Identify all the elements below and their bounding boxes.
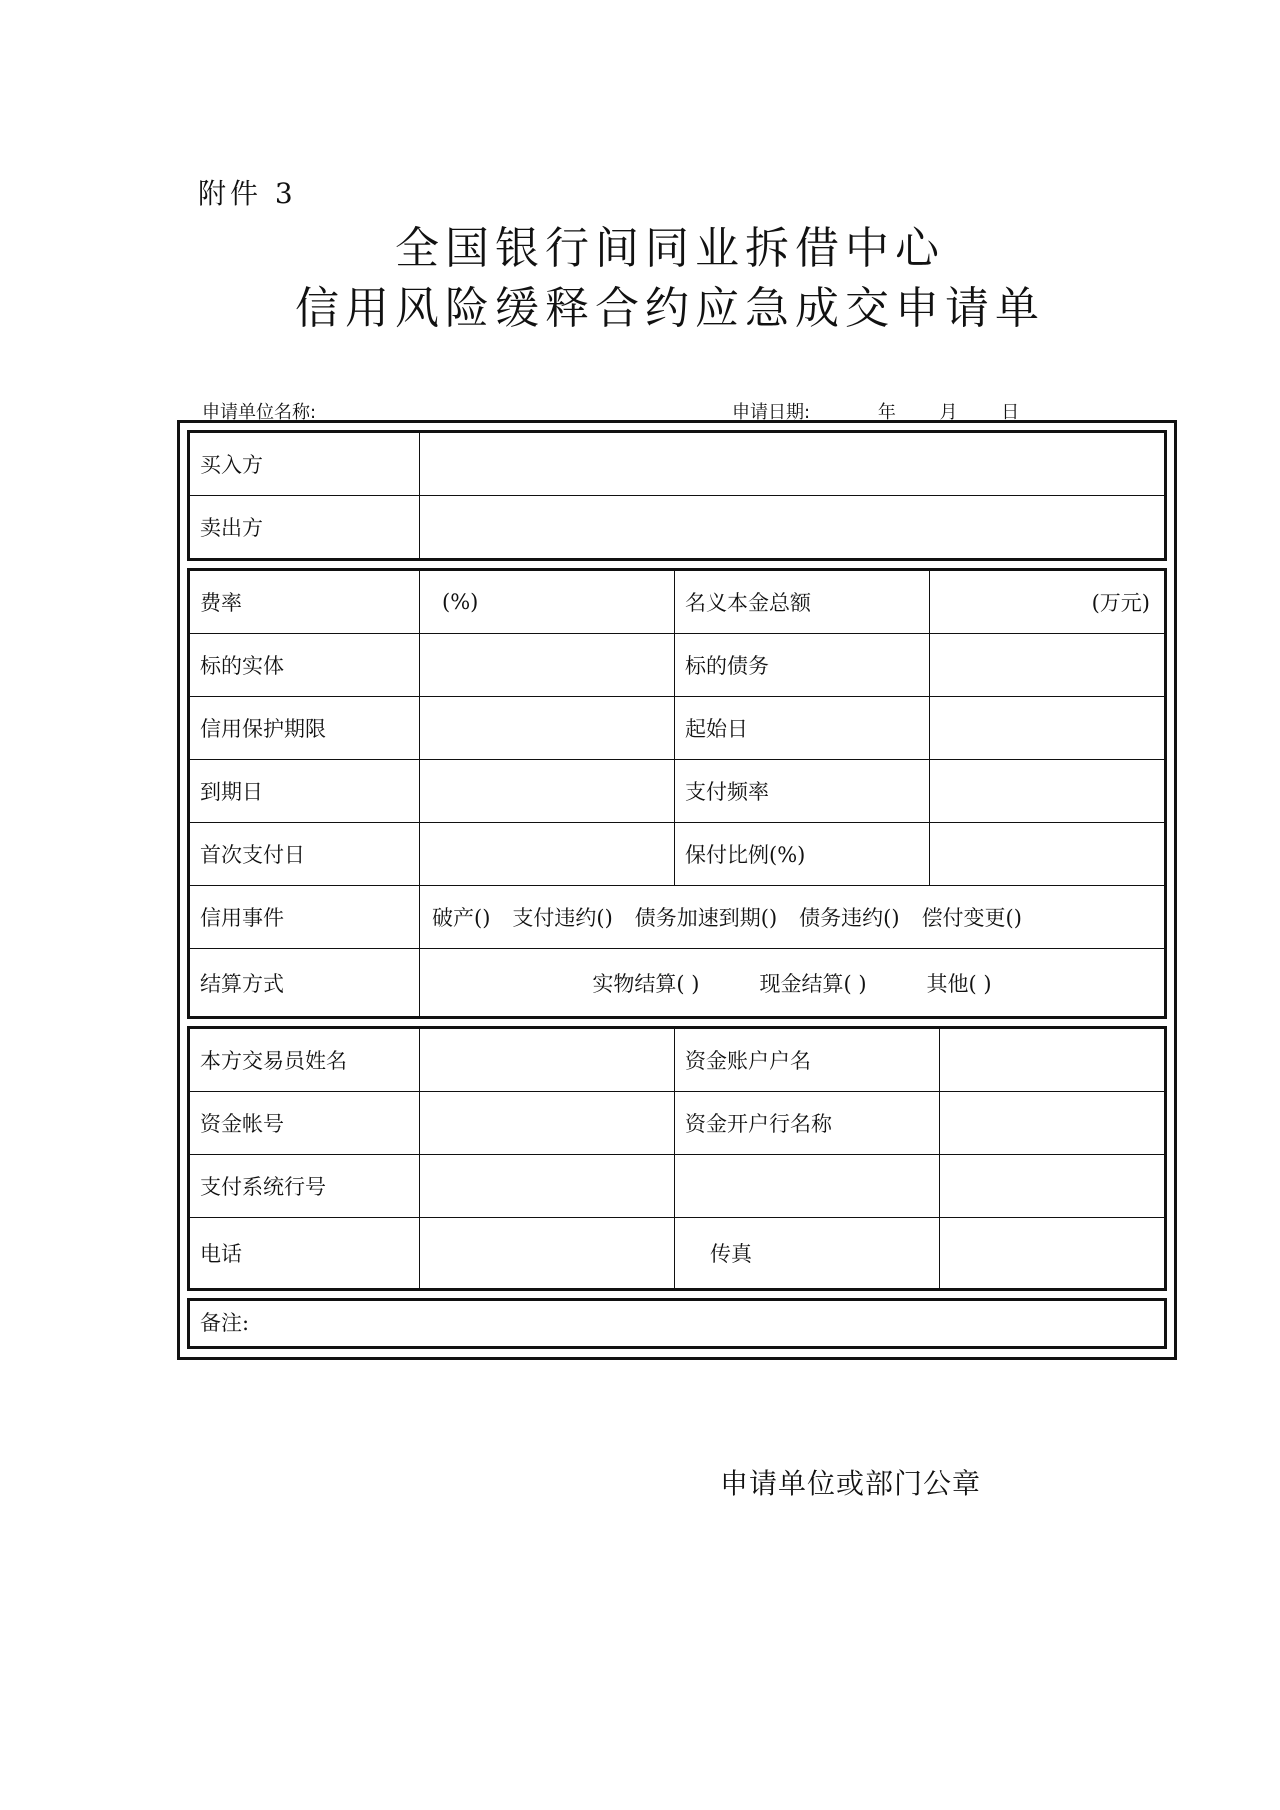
- table-row: [190, 496, 1164, 558]
- credit-event-option[interactable]: 债务加速到期(): [634, 906, 778, 930]
- trader-name-field[interactable]: [420, 1029, 675, 1091]
- date-label: 申请日期:: [732, 402, 811, 423]
- applicant-name-label: 申请单位名称:: [202, 402, 317, 423]
- seller-label: 卖出方: [190, 496, 420, 558]
- settlement-option[interactable]: 其他( ): [926, 971, 992, 996]
- table-row: [190, 949, 1164, 1016]
- payment-system-code-label: 支付系统行号: [190, 1155, 420, 1217]
- table-row: [190, 571, 1164, 634]
- start-date-field[interactable]: [930, 697, 1164, 759]
- first-payment-date-label: 首次支付日: [190, 823, 420, 885]
- account-name-label: 资金账户户名: [675, 1029, 940, 1091]
- remarks-label: 备注:: [200, 1311, 250, 1335]
- credit-event-label: 信用事件: [190, 886, 420, 948]
- table-row: [190, 760, 1164, 823]
- payment-frequency-field[interactable]: [930, 760, 1164, 822]
- fee-rate-label: 费率: [190, 571, 420, 633]
- reference-entity-label: 标的实体: [190, 634, 420, 696]
- buyer-field[interactable]: [420, 433, 1164, 495]
- empty-cell[interactable]: [675, 1155, 940, 1217]
- attachment-label: 附件 3: [198, 177, 297, 210]
- credit-event-option[interactable]: 破产(): [432, 906, 491, 930]
- reference-debt-label: 标的债务: [675, 634, 930, 696]
- fax-label: 传真: [675, 1218, 940, 1288]
- form-title-line2: 信用风险缓释合约应急成交申请单: [295, 283, 1045, 334]
- first-payment-date-field[interactable]: [420, 823, 675, 885]
- protection-term-label: 信用保护期限: [190, 697, 420, 759]
- credit-event-option[interactable]: 债务违约(): [799, 906, 900, 930]
- notional-field[interactable]: [930, 571, 1164, 633]
- form-title-line1: 全国银行间同业拆借中心: [395, 223, 945, 274]
- month-label: 月: [939, 402, 958, 423]
- bank-name-field[interactable]: [940, 1092, 1164, 1154]
- account-name-field[interactable]: [940, 1029, 1164, 1091]
- settlement-label: 结算方式: [190, 949, 420, 1016]
- notional-label: 名义本金总额: [675, 571, 930, 633]
- trader-block: [187, 1026, 1167, 1291]
- empty-cell[interactable]: [940, 1155, 1164, 1217]
- settlement-options: [420, 949, 1164, 1016]
- table-row: [190, 886, 1164, 949]
- settlement-option[interactable]: 实物结算( ): [592, 971, 700, 996]
- parties-block: [187, 430, 1167, 561]
- start-date-label: 起始日: [675, 697, 930, 759]
- fee-rate-field[interactable]: [420, 571, 675, 633]
- settlement-option[interactable]: 现金结算( ): [759, 971, 867, 996]
- table-row: [190, 634, 1164, 697]
- reference-debt-field[interactable]: [930, 634, 1164, 696]
- credit-event-option[interactable]: 支付违约(): [512, 906, 613, 930]
- coverage-ratio-field[interactable]: [930, 823, 1164, 885]
- coverage-ratio-label: 保付比例(%): [675, 823, 930, 885]
- application-form-table: [177, 420, 1177, 1360]
- fee-rate-unit: (%): [442, 590, 479, 614]
- credit-event-option[interactable]: 偿付变更(): [921, 906, 1022, 930]
- phone-field[interactable]: [420, 1218, 675, 1288]
- terms-block: [187, 568, 1167, 1019]
- table-row: [190, 697, 1164, 760]
- table-row: [190, 1029, 1164, 1092]
- phone-label: 电话: [190, 1218, 420, 1288]
- credit-event-options: [420, 886, 1164, 948]
- fax-field[interactable]: [940, 1218, 1164, 1288]
- payment-frequency-label: 支付频率: [675, 760, 930, 822]
- seal-label: 申请单位或部门公章: [720, 1467, 982, 1500]
- table-row: [190, 433, 1164, 496]
- payment-system-code-field[interactable]: [420, 1155, 675, 1217]
- notional-unit: (万元): [1091, 591, 1150, 615]
- bank-name-label: 资金开户行名称: [675, 1092, 940, 1154]
- seller-field[interactable]: [420, 496, 1164, 558]
- table-row: [190, 1092, 1164, 1155]
- protection-term-field[interactable]: [420, 697, 675, 759]
- year-label: 年: [877, 402, 896, 423]
- account-number-label: 资金帐号: [190, 1092, 420, 1154]
- reference-entity-field[interactable]: [420, 634, 675, 696]
- table-row: [190, 1218, 1164, 1288]
- day-label: 日: [1001, 402, 1020, 423]
- trader-name-label: 本方交易员姓名: [190, 1029, 420, 1091]
- account-number-field[interactable]: [420, 1092, 675, 1154]
- remarks-block[interactable]: [187, 1298, 1167, 1349]
- maturity-date-field[interactable]: [420, 760, 675, 822]
- table-row: [190, 1155, 1164, 1218]
- maturity-date-label: 到期日: [190, 760, 420, 822]
- buyer-label: 买入方: [190, 433, 420, 495]
- table-row: [190, 823, 1164, 886]
